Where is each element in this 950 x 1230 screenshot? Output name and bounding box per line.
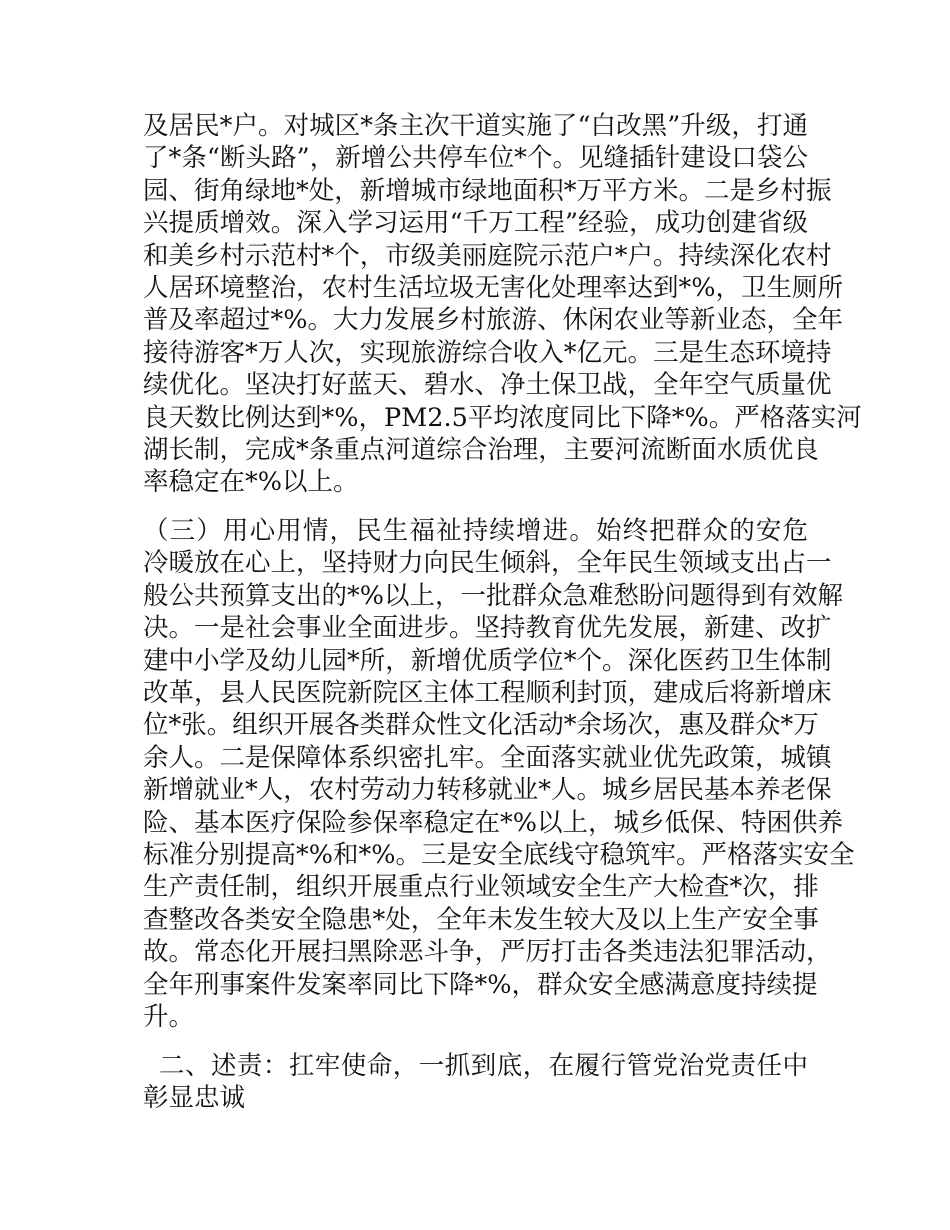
text-line: 良天数比例达到*%，PM2.5平均浓度同比下降*%。严格落实河 [143,402,862,433]
text-line: 故。常态化开展扫黑除恶斗争，严厉打击各类违法犯罪活动， [143,937,832,968]
text-line: 余人。二是保障体系织密扎牢。全面落实就业优先政策，城镇 [143,742,832,773]
text-line: 兴提质增效。深入学习运用“千万工程”经验，成功创建省级 [143,208,808,239]
text-line: 险、基本医疗保险参保率稳定在*%以上，城乡低保、特困供养 [143,807,843,838]
text-line: 位*张。组织开展各类群众性文化活动*余场次，惠及群众*万 [143,710,819,741]
paragraph-rural-ecology [143,110,862,499]
document-page [143,110,862,1131]
text-line: 决。一是社会事业全面进步。坚持教育优先发展，新建、改扩 [143,613,832,644]
text-line: 人居环境整治，农村生活垃圾无害化处理率达到*%，卫生厕所 [143,272,843,303]
text-line: 生产责任制，组织开展重点行业领域安全生产大检查*次，排 [143,872,819,903]
text-line: 般公共预算支出的*%以上，一批群众急难愁盼问题得到有效解 [143,580,843,611]
text-line: 普及率超过*%。大力发展乡村旅游、休闲农业等新业态，全年 [143,305,843,336]
text-line: 新增就业*人，农村劳动力转移就业*人。城乡居民基本养老保 [143,775,832,806]
text-line: 接待游客*万人次，实现旅游综合收入*亿元。三是生态环境持 [143,337,832,368]
text-line: 了*条“断头路”，新增公共停车位*个。见缝插针建设口袋公 [143,143,808,174]
heading-line: 彰显忠诚 [143,1083,246,1114]
text-line: 续优化。坚决打好蓝天、碧水、净土保卫战，全年空气质量优 [143,370,832,401]
text-line: 查整改各类安全隐患*处，全年未发生较大及以上生产安全事 [143,904,819,935]
text-line: 和美乡村示范村*个，市级美丽庭院示范户*户。持续深化农村 [143,240,832,271]
text-line: 标准分别提高*%和*%。三是安全底线守稳筑牢。严格落实安全 [143,839,855,870]
text-line: 及居民*户。对城区*条主次干道实施了“白改黑”升级，打通 [143,111,808,141]
text-line: （三）用心用情，民生福祉持续增进。始终把群众的安危 [143,516,808,547]
text-line: 改革，县人民医院新院区主体工程顺利封顶，建成后将新增床 [143,678,832,709]
text-line: 建中小学及幼儿园*所，新增优质学位*个。深化医药卫生体制 [143,645,832,676]
heading-line: 二、述责：扛牢使命，一抓到底，在履行管党治党责任中 [159,1050,808,1081]
text-line: 升。 [143,1001,195,1032]
paragraph-livelihood [143,515,855,1033]
text-line: 全年刑事案件发案率同比下降*%，群众安全感满意度持续提 [143,969,818,1000]
text-line: 冷暖放在心上，坚持财力向民生倾斜，全年民生领域支出占一 [143,548,832,579]
text-line: 湖长制，完成*条重点河道综合治理，主要河流断面水质优良 [143,434,819,465]
text-line: 率稳定在*%以上。 [143,467,359,498]
section-heading [143,1050,808,1115]
text-line: 园、街角绿地*处，新增城市绿地面积*万平方米。二是乡村振 [143,175,832,206]
